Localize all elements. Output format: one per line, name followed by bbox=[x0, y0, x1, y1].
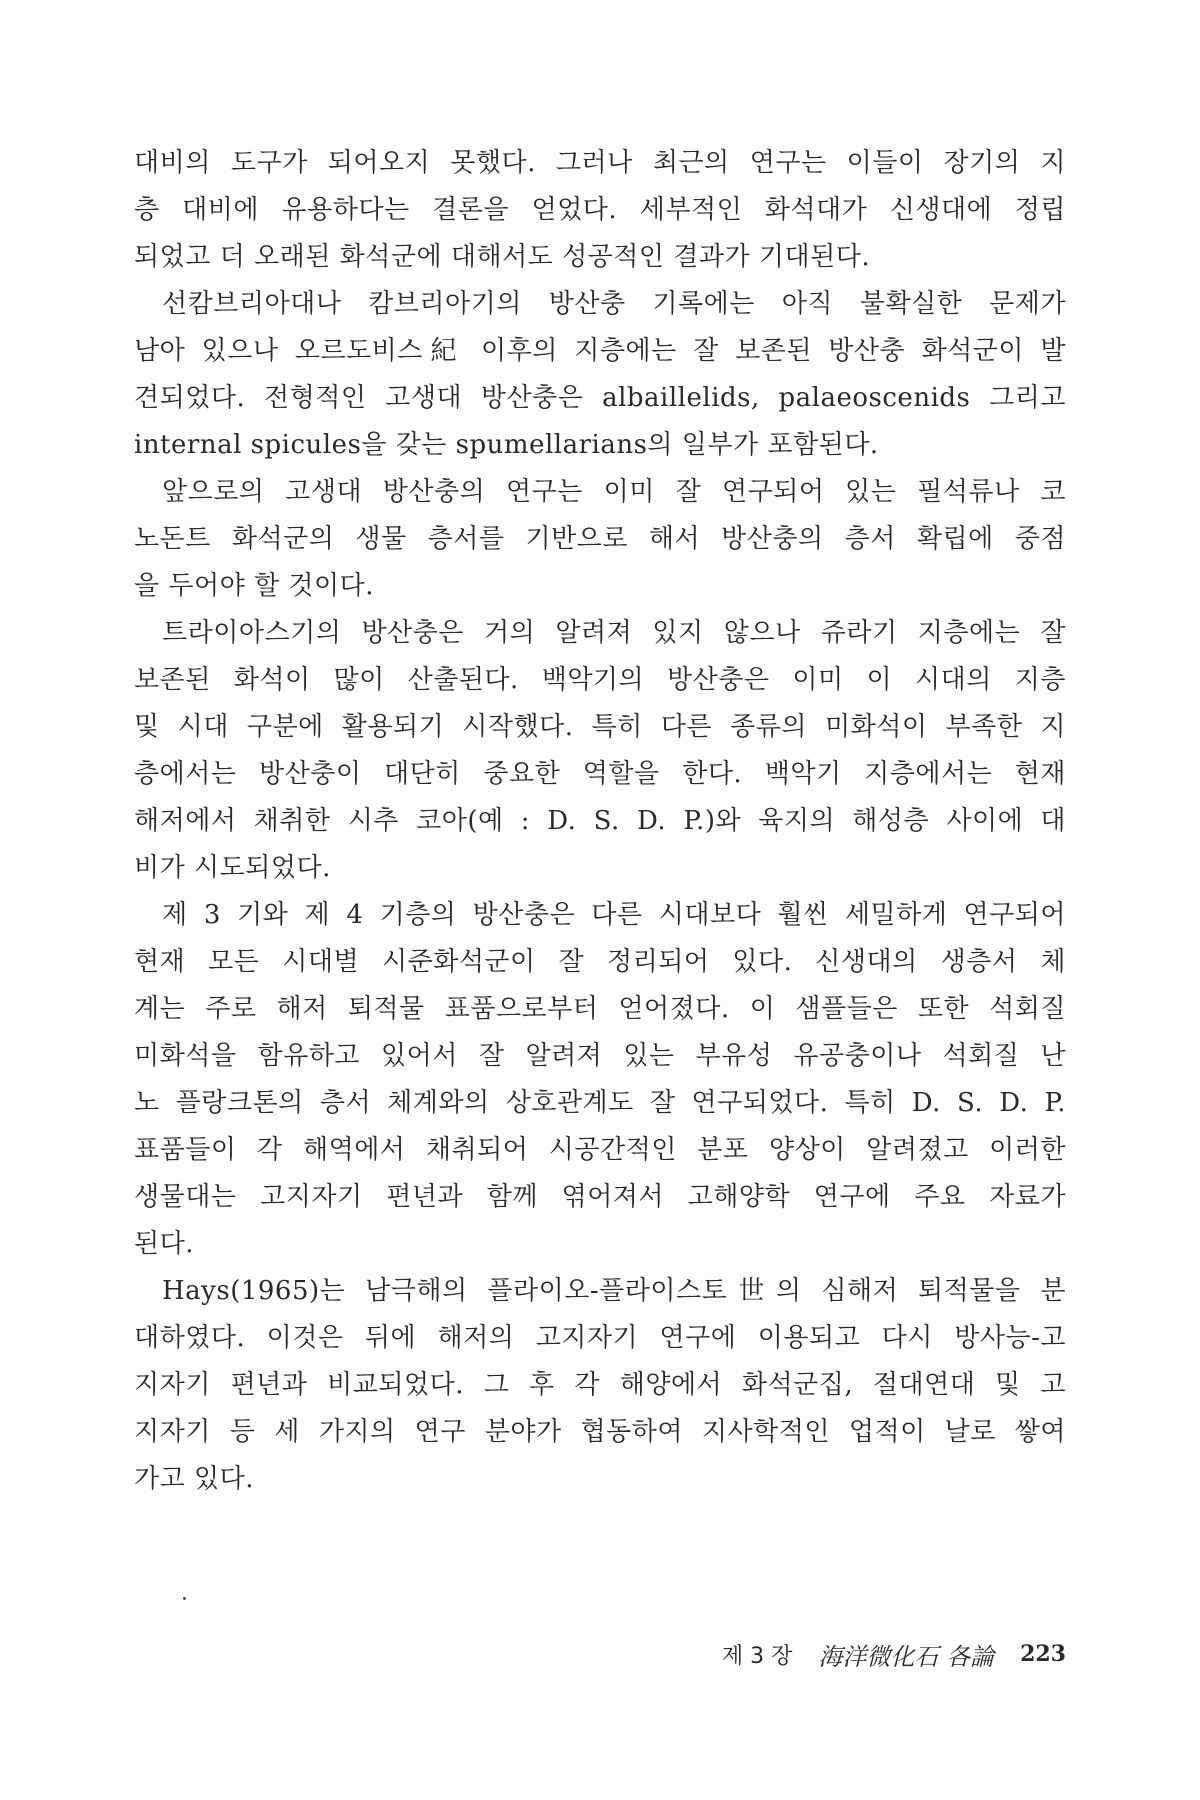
body-text bbox=[134, 140, 1066, 1503]
text-line: 비가 시도되었다. bbox=[134, 853, 331, 883]
text-line: 을 두어야 할 것이다. bbox=[134, 571, 374, 601]
text-line: 된다. bbox=[134, 1229, 194, 1259]
text-line: 해저에서 채취한 시추 코아(예 : D. S. D. P.)와 육지의 해성층 사이에 대 bbox=[134, 806, 1066, 836]
text-line: 미화석을 함유하고 있어서 잘 알려져 있는 부유성 유공충이나 석회질 난 bbox=[134, 1041, 1066, 1071]
text-line: 지자기 등 세 가지의 연구 분야가 협동하여 지사학적인 업적이 날로 쌓여 bbox=[134, 1417, 1066, 1447]
running-footer bbox=[700, 1634, 1066, 1674]
text-line: 층 대비에 유용하다는 결론을 얻었다. 세부적인 화석대가 신생대에 정립 bbox=[134, 195, 1066, 225]
text-line: 선캄브리아대나 캄브리아기의 방산충 기록에는 아직 불확실한 문제가 bbox=[162, 289, 1066, 319]
text-line: 현재 모든 시대별 시준화석군이 잘 정리되어 있다. 신생대의 생층서 체 bbox=[134, 947, 1066, 977]
text-line: 제 3 기와 제 4 기층의 방산충은 다른 시대보다 훨씬 세밀하게 연구되어 bbox=[162, 900, 1066, 930]
text-line: 남아 있으나 오르도비스紀 이후의 지층에는 잘 보존된 방산충 화석군이 발 bbox=[134, 336, 1066, 366]
text-line: 가고 있다. bbox=[134, 1464, 254, 1494]
print-speck bbox=[183, 1597, 186, 1600]
text-line: 되었고 더 오래된 화석군에 대해서도 성공적인 결과가 기대된다. bbox=[134, 242, 871, 272]
text-line: 생물대는 고지자기 편년과 함께 엮어져서 고해양학 연구에 주요 자료가 bbox=[134, 1182, 1066, 1212]
text-line: 대비의 도구가 되어오지 못했다. 그러나 최근의 연구는 이들이 장기의 지 bbox=[134, 148, 1066, 178]
page-number: 223 bbox=[1020, 1641, 1066, 1667]
text-line: 노돈트 화석군의 생물 층서를 기반으로 해서 방산충의 층서 확립에 중점 bbox=[134, 524, 1066, 554]
text-line: 앞으로의 고생대 방산충의 연구는 이미 잘 연구되어 있는 필석류나 코 bbox=[162, 477, 1066, 507]
text-line: 층에서는 방산충이 대단히 중요한 역할을 한다. 백악기 지층에서는 현재 bbox=[134, 759, 1066, 789]
text-line: 대하였다. 이것은 뒤에 해저의 고지자기 연구에 이용되고 다시 방사능-고 bbox=[134, 1323, 1066, 1353]
chapter-label: 제 3 장 bbox=[721, 1643, 793, 1669]
text-line: 계는 주로 해저 퇴적물 표품으로부터 얻어졌다. 이 샘플들은 또한 석회질 bbox=[134, 994, 1066, 1024]
text-line: 및 시대 구분에 활용되기 시작했다. 특히 다른 종류의 미화석이 부족한 지 bbox=[134, 712, 1066, 742]
text-line: 트라이아스기의 방산충은 거의 알려져 있지 않으나 쥬라기 지층에는 잘 bbox=[162, 618, 1066, 648]
chapter-title: 海洋微化石 各論 bbox=[818, 1642, 995, 1671]
text-line: 지자기 편년과 비교되었다. 그 후 각 해양에서 화석군집, 절대연대 및 고 bbox=[134, 1370, 1066, 1400]
text-line: 표품들이 각 해역에서 채취되어 시공간적인 분포 양상이 알려졌고 이러한 bbox=[134, 1135, 1066, 1165]
text-line: 보존된 화석이 많이 산출된다. 백악기의 방산충은 이미 이 시대의 지층 bbox=[134, 665, 1066, 695]
text-line: Hays(1965)는 남극해의 플라이오-플라이스토世의 심해저 퇴적물을 분 bbox=[162, 1276, 1066, 1306]
text-line: 노 플랑크톤의 층서 체계와의 상호관계도 잘 연구되었다. 특히 D. S. D. P. bbox=[134, 1088, 1066, 1118]
text-line: 견되었다. 전형적인 고생대 방산충은 albaillelids, palaeoscenids 그리고 bbox=[134, 383, 1066, 413]
text-line: internal spicules을 갖는 spumellarians의 일부가 포함된다. bbox=[134, 430, 879, 460]
